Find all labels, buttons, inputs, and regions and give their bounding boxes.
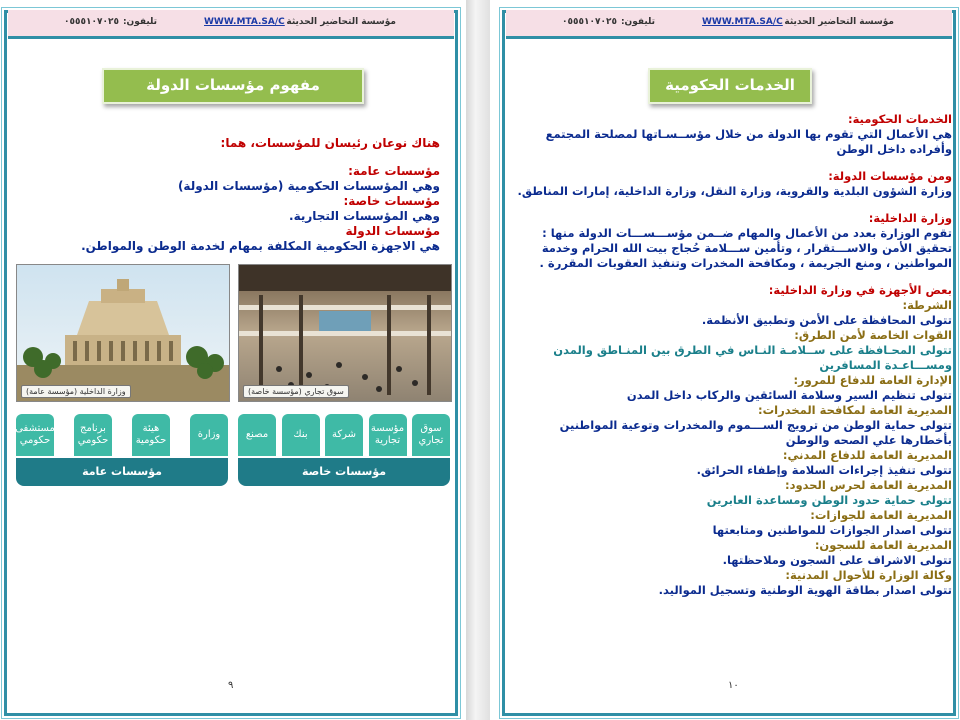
page-header bbox=[8, 10, 454, 39]
interior-heading: وزارة الداخلية: bbox=[868, 211, 952, 225]
page-number: ٩ bbox=[228, 680, 234, 691]
agency-name: المديرية العامة لحرس الحدود: bbox=[784, 478, 952, 492]
private-box: مؤسسة تجارية bbox=[369, 414, 407, 456]
page-title: مفهوم مؤسسات الدولة bbox=[102, 68, 364, 104]
phone-number: ٠٥٥٥١٠٧٠٢٥ bbox=[562, 17, 617, 27]
public-heading: مؤسسات عامة: bbox=[348, 164, 440, 178]
header-org: مؤسسة التحاضير الحديثة bbox=[784, 17, 894, 27]
agencies-heading: بعض الأجهزة في وزارة الداخلية: bbox=[768, 283, 952, 297]
agency-name: المديرية العامة لمكافحة المخدرات: bbox=[758, 403, 952, 417]
agency-desc: تتولى اصدار الجوازات للمواطنين ومتابعتها bbox=[712, 523, 952, 537]
book-gutter bbox=[466, 0, 490, 720]
agency-name: المديرية العامة للجوازات: bbox=[810, 508, 952, 522]
agency-name: المديرية العامة للسجون: bbox=[814, 538, 952, 552]
private-heading: مؤسسات خاصة: bbox=[343, 194, 440, 208]
gov-services-text: هي الأعمال التي تقوم بها الدولة من خلال مؤســسـاتها لمصلحة المجتمع وأفراده داخل الوطن bbox=[545, 127, 952, 156]
agency-desc: تتولى حماية الوطن من ترويج الســـموم والمخدرات وتوعية المواطنين بأخطارها علي الصحه والوطن bbox=[559, 418, 952, 447]
public-institutions-panel bbox=[16, 414, 228, 486]
private-box: بنك bbox=[282, 414, 320, 456]
intro-text: هناك نوعان رئيسان للمؤسسات، هما: bbox=[220, 136, 440, 150]
agency-desc: تتولى تنفيذ إجراءات السلامة وإطفاء الحرائق. bbox=[696, 463, 952, 477]
intro-block bbox=[20, 136, 440, 254]
private-panel-label: مؤسسات خاصة bbox=[238, 458, 450, 486]
public-box: مستشفى حكومي bbox=[16, 414, 54, 456]
agency-desc: تتولى المحافظة على الأمن وتطبيق الأنظمة. bbox=[701, 313, 952, 327]
agency-desc: تتولى حماية حدود الوطن ومساعدة العابرين bbox=[706, 493, 952, 507]
mall-photo-caption: سوق تجاري (مؤسسة خاصة) bbox=[243, 385, 349, 398]
private-text: وهي المؤسسات التجارية. bbox=[289, 209, 440, 223]
public-box: وزارة bbox=[190, 414, 228, 456]
state-heading: مؤسسات الدولة bbox=[345, 224, 440, 238]
ministry-photo-caption: وزارة الداخلية (مؤسسة عامة) bbox=[21, 385, 131, 398]
header-phone bbox=[60, 17, 157, 27]
page-header bbox=[506, 10, 952, 39]
state-text: هي الاجهزة الحكومية المكلفة بمهام لخدمة الوطن والمواطن. bbox=[81, 239, 440, 253]
phone-number: ٠٥٥٥١٠٧٠٢٥ bbox=[64, 17, 119, 27]
page-right bbox=[498, 0, 960, 720]
gov-services-heading: الخدمات الحكومية: bbox=[847, 112, 952, 126]
agency-name: المديرية العامة للدفاع المدني: bbox=[782, 448, 952, 462]
header-website-link[interactable]: WWW.MTA.SA/C bbox=[204, 17, 285, 27]
private-box: سوق تجاري bbox=[412, 414, 450, 456]
private-box: شركة bbox=[325, 414, 363, 456]
state-institutions-text: وزارة الشؤون البلدية والقروية، وزارة النقل، وزارة الداخلية، إمارات المناطق. bbox=[517, 184, 952, 198]
private-institutions-panel bbox=[238, 414, 450, 486]
private-boxes bbox=[238, 414, 450, 458]
header-website-link[interactable]: WWW.MTA.SA/C bbox=[702, 17, 783, 27]
mall-photo bbox=[238, 264, 452, 402]
services-content bbox=[510, 112, 952, 598]
agency-name: القوات الخاصة لأمن الطرق: bbox=[794, 328, 952, 342]
agency-desc: تتولى تنظيم السير وسلامة السائقين والركاب داخل المدن bbox=[626, 388, 952, 402]
ministry-building-image bbox=[17, 265, 229, 401]
agency-desc: تتولى الاشراف على السجون وملاحظتها. bbox=[722, 553, 952, 567]
page-left bbox=[0, 0, 462, 720]
mall-interior-image bbox=[239, 265, 451, 401]
private-box: مصنع bbox=[238, 414, 276, 456]
phone-label: تليفون: bbox=[620, 17, 656, 27]
agency-name: وكالة الوزارة للأحوال المدنية: bbox=[785, 568, 952, 582]
interior-text: تقوم الوزارة بعدد من الأعمال والمهام ضــمن مؤســـســـات الدولة منها : تحقيق الأمن والاســـتقرار ، وتأمين ســـلامة حُجاج بيت الله الحرام وخدمة المواطنين ، ومنع الجريمة ، ومكافحة المخدرات وتنفيذ العقوبات المقررة . bbox=[539, 226, 952, 270]
phone-label: تليفون: bbox=[122, 17, 158, 27]
agency-name: الإدارة العامة للدفاع للمرور: bbox=[793, 373, 952, 387]
public-panel-label: مؤسسات عامة bbox=[16, 458, 228, 486]
ministry-photo bbox=[16, 264, 230, 402]
public-box: هيئة حكومية bbox=[132, 414, 170, 456]
public-boxes bbox=[16, 414, 228, 458]
public-box: برنامج حكومي bbox=[74, 414, 112, 456]
agency-desc: تتولى المحـافظة على ســلامـة النـاس في الطرق بين المنـاطق والمدن ومســـاعـدة المسافرين bbox=[553, 343, 952, 372]
page-number: ١٠ bbox=[728, 680, 739, 691]
agency-desc: تتولى اصدار بطاقة الهوية الوطنية وتسجيل المواليد. bbox=[658, 583, 952, 597]
header-org: مؤسسة التحاضير الحديثة bbox=[286, 17, 396, 27]
page-title: الخدمات الحكومية bbox=[648, 68, 812, 104]
state-institutions-heading: ومن مؤسسات الدولة: bbox=[828, 169, 952, 183]
agency-name: الشرطة: bbox=[902, 298, 952, 312]
header-phone bbox=[558, 17, 655, 27]
public-text: وهي المؤسسات الحكومية (مؤسسات الدولة) bbox=[177, 179, 440, 193]
